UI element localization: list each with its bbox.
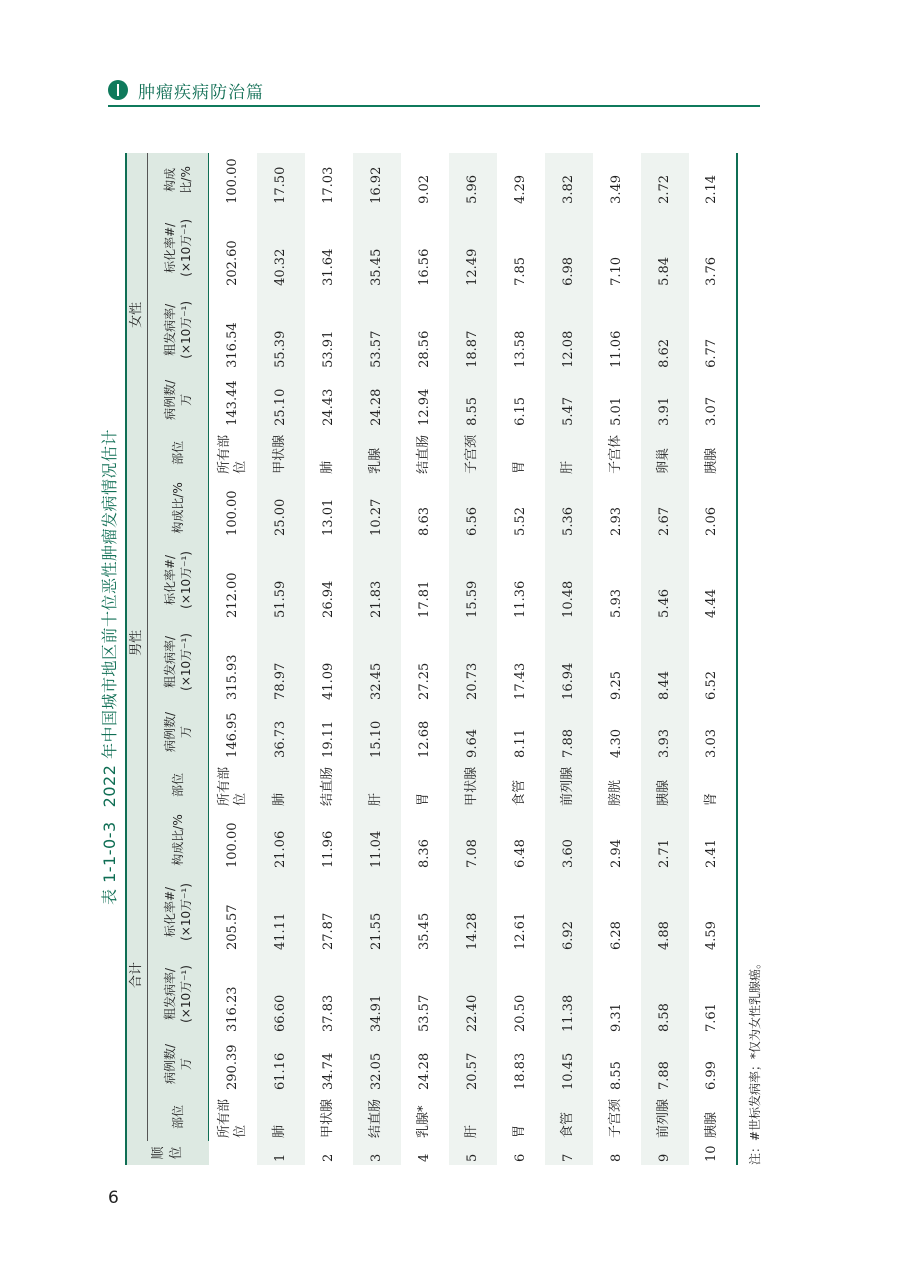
total-cases-cell: 61.16 bbox=[257, 1035, 305, 1093]
female-cases-cell: 6.15 bbox=[512, 396, 528, 426]
female-percent-cell: 5.96 bbox=[449, 153, 497, 207]
total-site-cell: 甲状腺 bbox=[320, 1098, 336, 1138]
female-crude-rate-cell: 18.87 bbox=[449, 289, 497, 371]
male-site-cell: 食管 bbox=[512, 779, 528, 806]
male-percent-cell: 10.27 bbox=[353, 477, 401, 539]
table-row bbox=[305, 153, 353, 1165]
total-percent-cell: 2.94 bbox=[608, 839, 624, 868]
group-header-male: 男性 bbox=[126, 477, 148, 809]
total-site-cell: 食管 bbox=[545, 1093, 593, 1141]
table-caption-number: 表 1-1-0-3 bbox=[100, 821, 119, 905]
female-crude-rate-cell: 12.08 bbox=[545, 289, 593, 371]
table-row bbox=[401, 153, 449, 1165]
female-asr-cell: 35.45 bbox=[353, 207, 401, 289]
col-header-cases: 病例数/万 bbox=[148, 1035, 209, 1093]
female-crude-rate-cell: 53.91 bbox=[320, 330, 336, 368]
total-cases-cell: 6.99 bbox=[689, 1035, 737, 1093]
male-asr-cell: 51.59 bbox=[257, 539, 305, 621]
group-header-female: 女性 bbox=[126, 153, 148, 477]
group-header-total: 合计 bbox=[126, 809, 148, 1141]
total-site-cell: 结直肠 bbox=[353, 1093, 401, 1141]
male-crude-rate-cell: 17.43 bbox=[512, 662, 528, 700]
total-crude-rate-cell: 66.60 bbox=[257, 953, 305, 1035]
col-header-crude-rate: 粗发病率/ (×10万⁻¹) bbox=[148, 953, 209, 1035]
male-asr-cell: 26.94 bbox=[320, 580, 336, 618]
table-caption bbox=[95, 145, 125, 1175]
col-header-percent: 构成比/% bbox=[148, 477, 209, 539]
male-site-cell: 胰腺 bbox=[641, 761, 689, 809]
female-crude-rate-cell: 11.06 bbox=[608, 330, 624, 368]
incidence-table bbox=[125, 153, 738, 1165]
female-crude-rate-cell: 316.54 bbox=[224, 322, 240, 368]
female-site-cell: 子宫颈 bbox=[449, 429, 497, 477]
female-percent-cell: 2.14 bbox=[689, 153, 737, 207]
total-asr-cell: 12.61 bbox=[512, 912, 528, 950]
total-asr-cell: 41.11 bbox=[257, 871, 305, 953]
female-cases-cell: 3.91 bbox=[641, 371, 689, 429]
male-percent-cell: 2.67 bbox=[641, 477, 689, 539]
male-crude-rate-cell: 78.97 bbox=[257, 621, 305, 703]
male-site-cell: 胃 bbox=[416, 792, 432, 806]
male-percent-cell: 5.36 bbox=[545, 477, 593, 539]
col-header-cases: 病例数/万 bbox=[148, 371, 209, 429]
female-cases-cell: 143.44 bbox=[224, 380, 240, 426]
female-cases-cell: 5.47 bbox=[545, 371, 593, 429]
male-asr-cell: 11.36 bbox=[512, 580, 528, 618]
total-cases-cell: 24.28 bbox=[416, 1052, 432, 1090]
rank-cell: 3 bbox=[353, 1141, 401, 1165]
page-number: 6 bbox=[108, 1188, 119, 1208]
female-site-cell: 结直肠 bbox=[416, 434, 432, 474]
total-site-cell: 肝 bbox=[449, 1093, 497, 1141]
female-percent-cell: 9.02 bbox=[416, 174, 432, 204]
male-percent-cell: 8.63 bbox=[416, 506, 432, 536]
male-crude-rate-cell: 8.44 bbox=[641, 621, 689, 703]
rank-cell: 9 bbox=[641, 1141, 689, 1165]
total-crude-rate-cell: 34.91 bbox=[353, 953, 401, 1035]
female-percent-cell: 2.72 bbox=[641, 153, 689, 207]
female-percent-cell: 16.92 bbox=[353, 153, 401, 207]
table-row bbox=[209, 153, 257, 1165]
col-header-crude-rate: 粗发病率/ (×10万⁻¹) bbox=[148, 621, 209, 703]
col-header-percent: 构成比/% bbox=[148, 809, 209, 871]
male-site-cell: 膀胱 bbox=[608, 779, 624, 806]
chapter-marker-icon bbox=[108, 80, 128, 100]
male-crude-rate-cell: 6.52 bbox=[689, 621, 737, 703]
female-percent-cell: 100.00 bbox=[224, 158, 240, 204]
female-cases-cell: 25.10 bbox=[257, 371, 305, 429]
total-site-cell: 子宫颈 bbox=[608, 1098, 624, 1138]
total-percent-cell: 6.48 bbox=[512, 839, 528, 868]
col-header-site: 部位 bbox=[148, 429, 209, 477]
female-site-cell: 肺 bbox=[320, 460, 336, 474]
male-asr-cell: 10.48 bbox=[545, 539, 593, 621]
male-crude-rate-cell: 27.25 bbox=[416, 662, 432, 700]
female-percent-cell: 3.49 bbox=[608, 174, 624, 204]
female-site-cell: 卵巢 bbox=[641, 429, 689, 477]
total-cases-cell: 34.74 bbox=[320, 1052, 336, 1090]
male-asr-cell: 17.81 bbox=[416, 580, 432, 618]
total-percent-cell: 11.04 bbox=[353, 809, 401, 871]
total-percent-cell: 11.96 bbox=[320, 830, 336, 868]
rank-cell: 1 bbox=[257, 1141, 305, 1165]
col-header-asr: 标化率#/ (×10万⁻¹) bbox=[148, 871, 209, 953]
rank-cell: 10 bbox=[689, 1141, 737, 1165]
female-site-cell: 胰腺 bbox=[689, 429, 737, 477]
male-asr-cell: 5.46 bbox=[641, 539, 689, 621]
female-crude-rate-cell: 28.56 bbox=[416, 330, 432, 368]
total-percent-cell: 3.60 bbox=[545, 809, 593, 871]
male-cases-cell: 15.10 bbox=[353, 703, 401, 761]
male-asr-cell: 4.44 bbox=[689, 539, 737, 621]
total-crude-rate-cell: 316.23 bbox=[224, 986, 240, 1032]
total-site-cell: 胃 bbox=[512, 1124, 528, 1138]
rank-cell: 8 bbox=[608, 1153, 624, 1162]
male-crude-rate-cell: 20.73 bbox=[449, 621, 497, 703]
table-row bbox=[353, 153, 401, 1165]
male-cases-cell: 3.93 bbox=[641, 703, 689, 761]
total-site-cell: 乳腺* bbox=[416, 1105, 432, 1138]
total-asr-cell: 14.28 bbox=[449, 871, 497, 953]
table-caption-title: 2022 年中国城市地区前十位恶性肿瘤发病情况估计 bbox=[100, 429, 119, 808]
col-header-asr: 标化率#/ (×10万⁻¹) bbox=[148, 539, 209, 621]
col-header-rank: 顺位 bbox=[126, 1141, 209, 1165]
total-cases-cell: 8.55 bbox=[608, 1061, 624, 1090]
male-percent-cell: 2.06 bbox=[689, 477, 737, 539]
female-percent-cell: 4.29 bbox=[512, 174, 528, 204]
total-crude-rate-cell: 8.58 bbox=[641, 953, 689, 1035]
total-cases-cell: 7.88 bbox=[641, 1035, 689, 1093]
female-site-cell: 所有部位 bbox=[216, 434, 248, 474]
total-site-cell: 肺 bbox=[257, 1093, 305, 1141]
female-asr-cell: 5.84 bbox=[641, 207, 689, 289]
male-asr-cell: 15.59 bbox=[449, 539, 497, 621]
total-asr-cell: 205.57 bbox=[224, 904, 240, 950]
total-asr-cell: 35.45 bbox=[416, 912, 432, 950]
male-cases-cell: 146.95 bbox=[224, 712, 240, 758]
table-footnote: 注：#世标发病率；*仅为女性乳腺癌。 bbox=[747, 956, 762, 1165]
female-asr-cell: 3.76 bbox=[689, 207, 737, 289]
rank-cell bbox=[209, 1141, 257, 1165]
female-cases-cell: 24.43 bbox=[320, 388, 336, 426]
total-asr-cell: 21.55 bbox=[353, 871, 401, 953]
total-crude-rate-cell: 20.50 bbox=[512, 994, 528, 1032]
total-crude-rate-cell: 53.57 bbox=[416, 994, 432, 1032]
col-header-crude-rate: 粗发病率/ (×10万⁻¹) bbox=[148, 289, 209, 371]
female-percent-cell: 17.03 bbox=[320, 166, 336, 204]
female-asr-cell: 7.10 bbox=[608, 256, 624, 286]
total-percent-cell: 100.00 bbox=[224, 822, 240, 868]
total-percent-cell: 2.71 bbox=[641, 809, 689, 871]
rank-cell: 4 bbox=[416, 1153, 432, 1162]
total-cases-cell: 10.45 bbox=[545, 1035, 593, 1093]
female-site-cell: 胃 bbox=[512, 460, 528, 474]
female-cases-cell: 24.28 bbox=[353, 371, 401, 429]
total-asr-cell: 6.28 bbox=[608, 921, 624, 950]
male-site-cell: 结直肠 bbox=[320, 766, 336, 806]
chapter-header bbox=[108, 76, 264, 104]
female-crude-rate-cell: 55.39 bbox=[257, 289, 305, 371]
male-site-cell: 肝 bbox=[353, 761, 401, 809]
male-cases-cell: 36.73 bbox=[257, 703, 305, 761]
male-percent-cell: 6.56 bbox=[449, 477, 497, 539]
male-site-cell: 所有部位 bbox=[216, 766, 248, 806]
col-header-asr: 标化率#/ (×10万⁻¹) bbox=[148, 207, 209, 289]
female-percent-cell: 3.82 bbox=[545, 153, 593, 207]
male-cases-cell: 4.30 bbox=[608, 728, 624, 758]
male-crude-rate-cell: 9.25 bbox=[608, 670, 624, 700]
male-cases-cell: 9.64 bbox=[449, 703, 497, 761]
rank-cell: 6 bbox=[512, 1153, 528, 1162]
female-percent-cell: 17.50 bbox=[257, 153, 305, 207]
female-cases-cell: 8.55 bbox=[449, 371, 497, 429]
male-asr-cell: 21.83 bbox=[353, 539, 401, 621]
total-crude-rate-cell: 7.61 bbox=[689, 953, 737, 1035]
total-percent-cell: 21.06 bbox=[257, 809, 305, 871]
col-header-site: 部位 bbox=[148, 761, 209, 809]
rank-cell: 7 bbox=[545, 1141, 593, 1165]
col-header-cases: 病例数/万 bbox=[148, 703, 209, 761]
male-crude-rate-cell: 315.93 bbox=[224, 654, 240, 700]
total-asr-cell: 4.88 bbox=[641, 871, 689, 953]
female-site-cell: 乳腺 bbox=[353, 429, 401, 477]
female-cases-cell: 3.07 bbox=[689, 371, 737, 429]
female-asr-cell: 202.60 bbox=[224, 240, 240, 286]
female-site-cell: 肝 bbox=[545, 429, 593, 477]
total-cases-cell: 290.39 bbox=[224, 1044, 240, 1090]
female-asr-cell: 7.85 bbox=[512, 256, 528, 286]
female-crude-rate-cell: 53.57 bbox=[353, 289, 401, 371]
female-site-cell: 子宫体 bbox=[608, 434, 624, 474]
total-crude-rate-cell: 22.40 bbox=[449, 953, 497, 1035]
female-cases-cell: 5.01 bbox=[608, 396, 624, 426]
male-percent-cell: 13.01 bbox=[320, 498, 336, 536]
male-site-cell: 肾 bbox=[689, 761, 737, 809]
male-site-cell: 肺 bbox=[257, 761, 305, 809]
male-cases-cell: 7.88 bbox=[545, 703, 593, 761]
female-crude-rate-cell: 6.77 bbox=[689, 289, 737, 371]
male-percent-cell: 25.00 bbox=[257, 477, 305, 539]
female-asr-cell: 16.56 bbox=[416, 248, 432, 286]
col-header-percent: 构成比/% bbox=[148, 153, 209, 207]
total-crude-rate-cell: 11.38 bbox=[545, 953, 593, 1035]
female-asr-cell: 6.98 bbox=[545, 207, 593, 289]
female-site-cell: 甲状腺 bbox=[257, 429, 305, 477]
male-cases-cell: 19.11 bbox=[320, 720, 336, 758]
male-percent-cell: 100.00 bbox=[224, 490, 240, 536]
chapter-title: 肿瘤疾病防治篇 bbox=[138, 82, 264, 103]
header-divider bbox=[108, 105, 760, 107]
female-asr-cell: 31.64 bbox=[320, 248, 336, 286]
total-crude-rate-cell: 9.31 bbox=[608, 1003, 624, 1032]
total-asr-cell: 6.92 bbox=[545, 871, 593, 953]
male-cases-cell: 8.11 bbox=[512, 728, 528, 758]
male-crude-rate-cell: 16.94 bbox=[545, 621, 593, 703]
table-row bbox=[449, 153, 497, 1165]
female-asr-cell: 40.32 bbox=[257, 207, 305, 289]
rank-cell: 5 bbox=[449, 1141, 497, 1165]
total-percent-cell: 8.36 bbox=[416, 839, 432, 868]
total-asr-cell: 4.59 bbox=[689, 871, 737, 953]
male-site-cell: 甲状腺 bbox=[449, 761, 497, 809]
female-asr-cell: 12.49 bbox=[449, 207, 497, 289]
rank-cell: 2 bbox=[320, 1153, 336, 1162]
female-cases-cell: 12.94 bbox=[416, 388, 432, 426]
table-row bbox=[593, 153, 641, 1165]
total-crude-rate-cell: 37.83 bbox=[320, 994, 336, 1032]
male-percent-cell: 5.52 bbox=[512, 506, 528, 536]
female-crude-rate-cell: 8.62 bbox=[641, 289, 689, 371]
col-header-site: 部位 bbox=[148, 1093, 209, 1141]
female-crude-rate-cell: 13.58 bbox=[512, 330, 528, 368]
total-asr-cell: 27.87 bbox=[320, 912, 336, 950]
total-site-cell: 胰腺 bbox=[689, 1093, 737, 1141]
rotated-table-block bbox=[95, 145, 762, 1175]
table-row bbox=[545, 153, 593, 1165]
total-percent-cell: 7.08 bbox=[449, 809, 497, 871]
male-cases-cell: 12.68 bbox=[416, 720, 432, 758]
male-cases-cell: 3.03 bbox=[689, 703, 737, 761]
table-row bbox=[641, 153, 689, 1165]
total-cases-cell: 20.57 bbox=[449, 1035, 497, 1093]
male-asr-cell: 5.93 bbox=[608, 588, 624, 618]
table-row bbox=[497, 153, 545, 1165]
total-cases-cell: 32.05 bbox=[353, 1035, 401, 1093]
male-crude-rate-cell: 41.09 bbox=[320, 662, 336, 700]
male-crude-rate-cell: 32.45 bbox=[353, 621, 401, 703]
total-site-cell: 前列腺 bbox=[641, 1093, 689, 1141]
male-percent-cell: 2.93 bbox=[608, 506, 624, 536]
total-cases-cell: 18.83 bbox=[512, 1052, 528, 1090]
total-site-cell: 所有部位 bbox=[216, 1098, 248, 1138]
male-site-cell: 前列腺 bbox=[545, 761, 593, 809]
male-asr-cell: 212.00 bbox=[224, 572, 240, 618]
table-row bbox=[257, 153, 305, 1165]
table-row bbox=[689, 153, 737, 1165]
total-percent-cell: 2.41 bbox=[689, 809, 737, 871]
